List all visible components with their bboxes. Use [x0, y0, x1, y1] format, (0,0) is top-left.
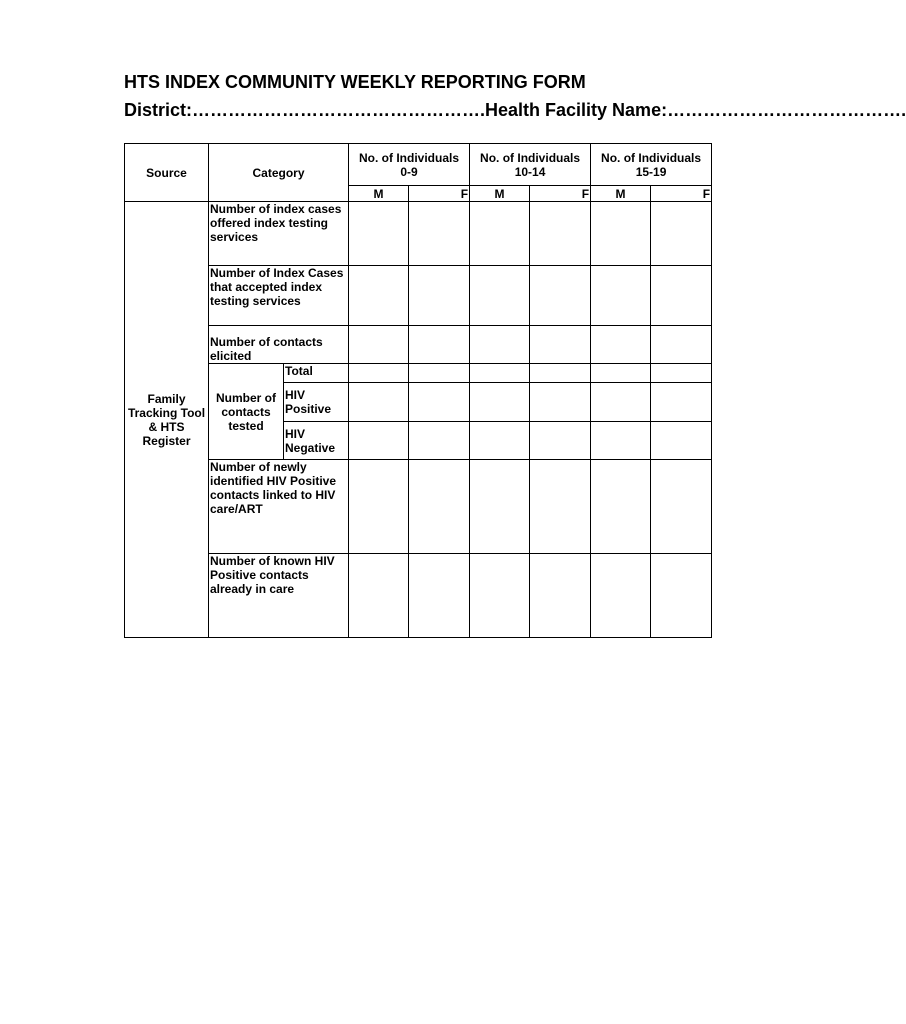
- category-known: Number of known HIV Positive contacts already in care: [209, 554, 349, 638]
- data-cell[interactable]: [530, 326, 591, 364]
- male-header: M: [591, 186, 651, 202]
- data-cell[interactable]: [651, 364, 712, 383]
- data-cell[interactable]: [470, 383, 530, 422]
- data-cell[interactable]: [591, 202, 651, 266]
- male-header: M: [470, 186, 530, 202]
- subcategory-total: Total: [284, 364, 349, 383]
- age-group-header-10-14: [470, 144, 591, 186]
- data-cell[interactable]: [349, 326, 409, 364]
- data-cell[interactable]: [470, 266, 530, 326]
- data-cell[interactable]: [530, 266, 591, 326]
- age-group-header-0-9: [349, 144, 470, 186]
- data-cell[interactable]: [349, 460, 409, 554]
- data-cell[interactable]: [409, 383, 470, 422]
- data-cell[interactable]: [530, 422, 591, 460]
- male-header: M: [349, 186, 409, 202]
- data-cell[interactable]: [530, 554, 591, 638]
- source-header: Source: [125, 144, 209, 202]
- data-cell[interactable]: [591, 266, 651, 326]
- subcategory-hiv-positive: HIV Positive: [284, 383, 349, 422]
- age-group-range: 0-9: [400, 165, 418, 179]
- age-group-label: No. of Individuals: [480, 151, 581, 165]
- female-header: F: [409, 186, 470, 202]
- reporting-table-container: [124, 143, 711, 639]
- data-cell[interactable]: [651, 554, 712, 638]
- data-cell[interactable]: [409, 266, 470, 326]
- data-cell[interactable]: [591, 364, 651, 383]
- form-title: HTS INDEX COMMUNITY WEEKLY REPORTING FORM: [124, 72, 586, 92]
- data-cell[interactable]: [349, 422, 409, 460]
- data-cell[interactable]: [349, 554, 409, 638]
- category-elicited: Number of contacts elicited: [209, 326, 349, 364]
- data-cell[interactable]: [349, 383, 409, 422]
- data-cell[interactable]: [409, 554, 470, 638]
- data-cell[interactable]: [470, 422, 530, 460]
- data-cell[interactable]: [409, 460, 470, 554]
- data-cell[interactable]: [409, 422, 470, 460]
- data-cell[interactable]: [530, 202, 591, 266]
- age-group-label: No. of Individuals: [601, 151, 702, 165]
- table-row-linked: [125, 460, 772, 554]
- table-row-accepted: [125, 266, 772, 326]
- data-cell[interactable]: [651, 422, 712, 460]
- subcategory-hiv-negative: HIV Negative: [284, 422, 349, 460]
- data-cell[interactable]: [409, 364, 470, 383]
- data-cell[interactable]: [470, 554, 530, 638]
- table-row-known: [125, 554, 772, 638]
- table-row-elicited: [125, 326, 772, 364]
- female-header: F: [530, 186, 591, 202]
- category-linked: Number of newly identified HIV Positive contacts linked to HIV care/ART: [209, 460, 349, 554]
- age-group-range: 15-19: [635, 165, 667, 179]
- data-cell[interactable]: [349, 364, 409, 383]
- category-header: Category: [209, 144, 349, 202]
- data-cell[interactable]: [651, 326, 712, 364]
- district-facility-line: District:………………………………………….Health Facility Name:………………………………….: [124, 100, 906, 120]
- source-cell: Family Tracking Tool & HTS Register: [125, 202, 209, 638]
- data-cell[interactable]: [651, 383, 712, 422]
- data-cell[interactable]: [591, 460, 651, 554]
- data-cell[interactable]: [470, 202, 530, 266]
- data-cell[interactable]: [409, 326, 470, 364]
- data-cell[interactable]: [530, 383, 591, 422]
- data-cell[interactable]: [591, 554, 651, 638]
- table-row-tested-total: [125, 364, 772, 383]
- reporting-table: [124, 143, 772, 638]
- data-cell[interactable]: [530, 460, 591, 554]
- age-group-label: No. of Individuals: [359, 151, 460, 165]
- table-row-offered: [125, 202, 772, 266]
- data-cell[interactable]: [651, 460, 712, 554]
- data-cell[interactable]: [349, 266, 409, 326]
- category-offered: Number of index cases offered index testing services: [209, 202, 349, 266]
- data-cell[interactable]: [651, 266, 712, 326]
- category-accepted: Number of Index Cases that accepted index testing services: [209, 266, 349, 326]
- data-cell[interactable]: [349, 202, 409, 266]
- data-cell[interactable]: [591, 326, 651, 364]
- data-cell[interactable]: [409, 202, 470, 266]
- data-cell[interactable]: [591, 422, 651, 460]
- age-group-range: 10-14: [514, 165, 546, 179]
- age-group-header-15-19: [591, 144, 712, 186]
- data-cell[interactable]: [651, 202, 712, 266]
- data-cell[interactable]: [530, 364, 591, 383]
- category-contacts-tested: Number of contacts tested: [209, 364, 284, 460]
- data-cell[interactable]: [470, 326, 530, 364]
- female-header: F: [651, 186, 712, 202]
- header-row: [125, 144, 772, 186]
- data-cell[interactable]: [591, 383, 651, 422]
- data-cell[interactable]: [470, 364, 530, 383]
- data-cell[interactable]: [470, 460, 530, 554]
